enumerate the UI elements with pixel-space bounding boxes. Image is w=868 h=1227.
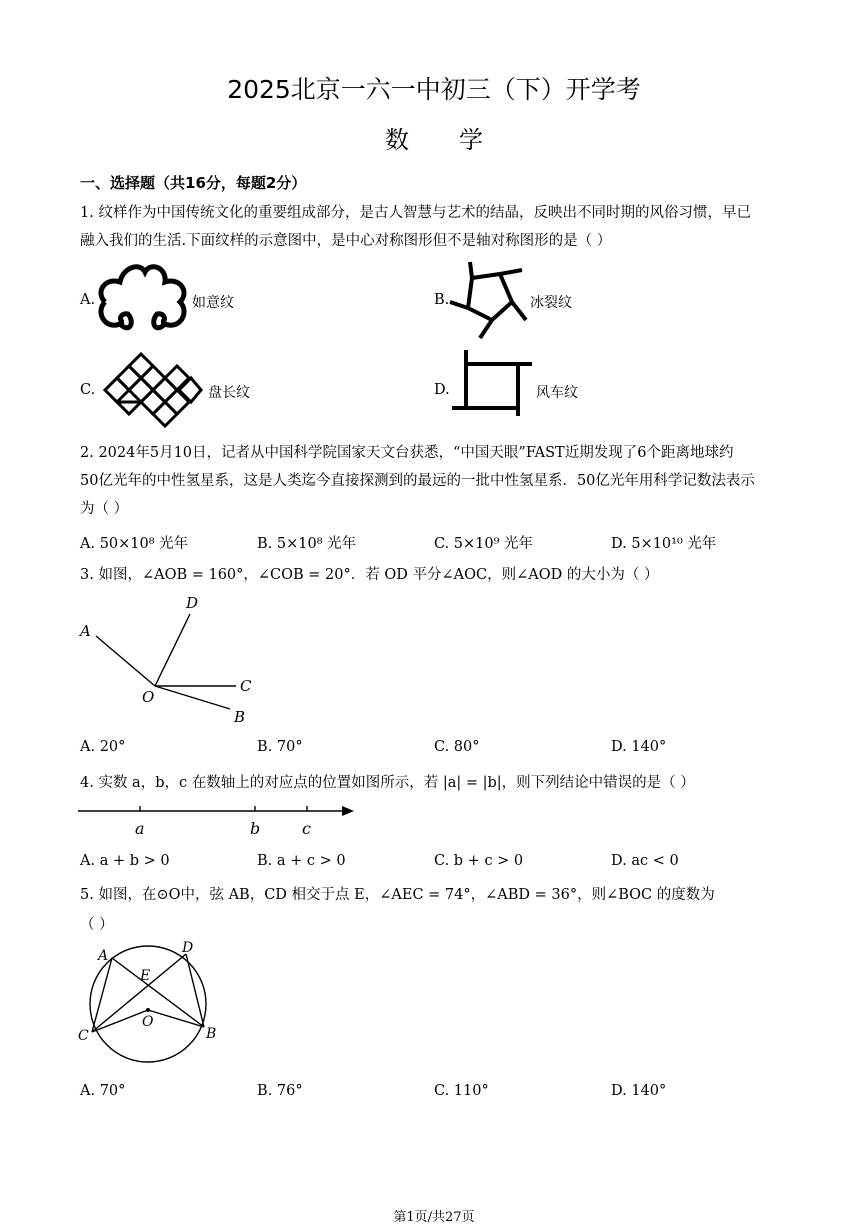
page-footer: 第1页/共27页 — [393, 1210, 475, 1225]
point-label-c: C — [240, 677, 252, 695]
circle-label-a: A — [98, 948, 109, 964]
axis-label-a: a — [135, 819, 145, 838]
q5-text-line2: （ ） — [80, 917, 114, 933]
panchang-pattern-figure — [95, 355, 205, 425]
subject-title: 数学 — [385, 126, 533, 154]
q3-text: 3. 如图，∠AOB = 160°，∠COB = 20°．若 OD 平分∠AOC，则∠AOD 的大小为（ ） — [80, 567, 659, 583]
q4-option-c: C. b + c > 0 — [434, 853, 524, 869]
q2-text-line2: 50亿光年的中性氢星系，这是人类迄今直接探测到的最远的一批中性氢星系．50亿光年用科学记数法表示 — [80, 473, 755, 489]
circle-label-d: D — [182, 940, 194, 956]
q1-option-d-letter: D. — [434, 382, 450, 398]
axis-label-b: b — [250, 819, 261, 838]
q2-option-b: B. 5×10⁸ 光年 — [257, 536, 357, 552]
q2-option-c: C. 5×10⁹ 光年 — [434, 536, 534, 552]
q1-option-a-letter: A. — [80, 292, 96, 308]
q4-option-a: A. a + b > 0 — [80, 853, 170, 869]
q2-option-d: D. 5×10¹⁰ 光年 — [611, 536, 717, 552]
q1-option-b-label: 冰裂纹 — [530, 295, 572, 311]
circle-label-c: C — [78, 1028, 89, 1044]
q4-option-d: D. ac < 0 — [611, 853, 679, 869]
circle-label-o: O — [142, 1014, 154, 1030]
point-label-d: D — [186, 594, 199, 612]
q3-option-b: B. 70° — [257, 739, 303, 755]
page-title: 2025北京一六一中初三（下）开学考 — [227, 75, 641, 104]
point-label-a: A — [80, 622, 91, 640]
q3-option-c: C. 80° — [434, 739, 480, 755]
q2-option-a: A. 50×10⁸ 光年 — [80, 536, 189, 552]
q4-text: 4. 实数 a，b，c 在数轴上的对应点的位置如图所示，若 |a| = |b|，则下列结论中错误的是（ ） — [80, 775, 695, 791]
q5-option-b: B. 76° — [257, 1083, 303, 1099]
number-line-figure — [78, 800, 358, 840]
q5-text-line1: 5. 如图，在⊙O中，弦 AB，CD 相交于点 E，∠AEC = 74°，∠ABD = 36°，则∠BOC 的度数为 — [80, 887, 715, 903]
q5-option-d: D. 140° — [611, 1083, 667, 1099]
circle-label-b: B — [206, 1026, 217, 1042]
point-label-b: B — [234, 708, 246, 726]
axis-label-c: c — [302, 819, 311, 838]
q5-option-c: C. 110° — [434, 1083, 489, 1099]
circle-chords-figure — [76, 942, 226, 1052]
q1-option-c-letter: C. — [80, 382, 96, 398]
q1-option-b-letter: B. — [434, 292, 450, 308]
q2-text-line3: 为（ ） — [80, 501, 129, 517]
q2-text-line1: 2. 2024年5月10日，记者从中国科学院国家天文台获悉，“中国天眼”FAST近期发现了6个距离地球约 — [80, 445, 734, 461]
ice-crack-pattern-figure — [450, 262, 530, 340]
q3-option-a: A. 20° — [80, 739, 126, 755]
ruyi-pattern-figure — [95, 262, 190, 337]
q1-option-a-label: 如意纹 — [192, 295, 234, 311]
angle-figure — [78, 592, 268, 732]
q1-text-line1: 1. 纹样作为中国传统文化的重要组成部分，是古人智慧与艺术的结晶，反映出不同时期的风俗习惯，早已 — [80, 205, 751, 221]
q1-option-d-label: 风车纹 — [536, 385, 578, 401]
point-label-o: O — [142, 688, 155, 706]
windmill-pattern-figure — [452, 350, 534, 420]
q1-option-c-label: 盘长纹 — [208, 385, 250, 401]
q4-option-b: B. a + c > 0 — [257, 853, 346, 869]
section-heading: 一、选择题（共16分，每题2分） — [80, 174, 307, 192]
q1-text-line2: 融入我们的生活.下面纹样的示意图中，是中心对称图形但不是轴对称图形的是（ ） — [80, 233, 612, 249]
circle-label-e: E — [140, 968, 151, 984]
q3-option-d: D. 140° — [611, 739, 667, 755]
q5-option-a: A. 70° — [80, 1083, 126, 1099]
